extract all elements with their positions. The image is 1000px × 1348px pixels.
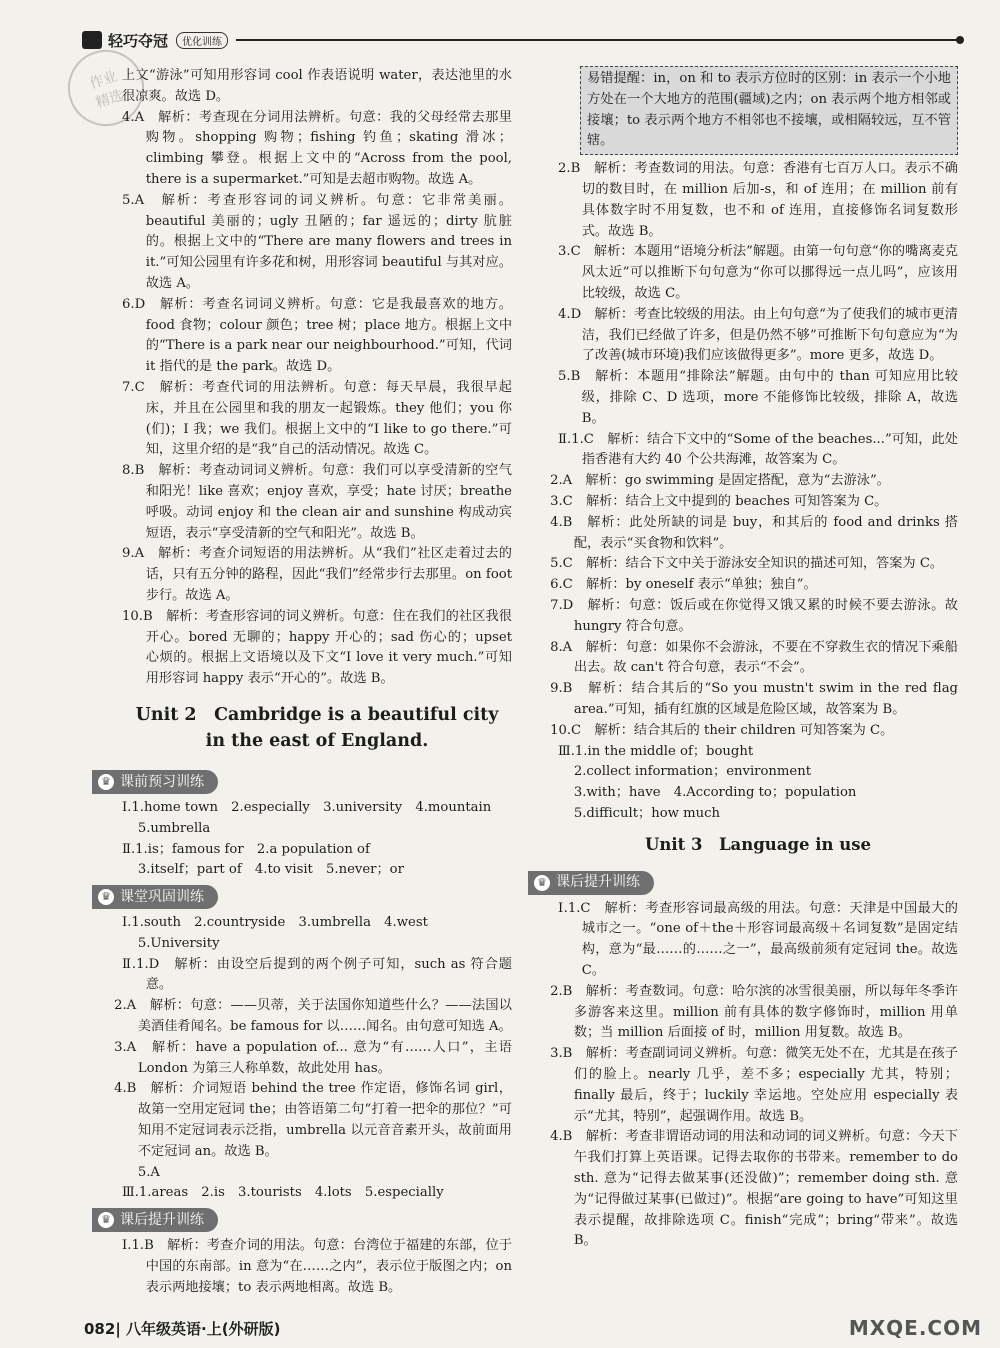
- answer-item: 4.D 解析：考查比较级的用法。由上句句意“为了使我们的城市更清洁，我们已经做了许多，但是仍然不够”可推断下句句意应为“为了改善(城市环境)我们应该做得更多”。more 更多，故选 D。: [558, 306, 958, 364]
- answer-item: Ⅱ.1.is；famous for 2.a population of: [122, 841, 370, 857]
- brand-logo-icon: [82, 31, 102, 49]
- answer-item: 3.itself；part of 4.to visit 5.never；or: [137, 862, 404, 878]
- unit-2-title-line-2: in the east of England.: [205, 730, 429, 751]
- section-banner-label: 课前预习训练: [120, 773, 204, 790]
- answer-item: Ⅰ.1.C 解析：考查形容词最高级的用法。句意：天津是中国最大的城市之一。“one of＋the＋形容词最高级＋名词复数”是固定结构，意为“最……的……之一”，最高级前须有定冠词 the。故选 C。: [558, 900, 958, 979]
- answer-item: Ⅱ.1.C 解析：结合下文中的“Some of the beaches...”可知，此处指香港有大约 40 个公共海滩，故答案为 C。: [558, 431, 958, 468]
- answer-item: Ⅰ.1.south 2.countryside 3.umbrella 4.west: [122, 915, 428, 931]
- header-rule: [236, 39, 962, 41]
- answer-item: 9.B 解析：结合其后的“So you mustn't swim in the red flag area.”可知，插有红旗的区域是危险区域，故答案为 B。: [550, 681, 958, 717]
- answer-item: Ⅰ.1.B 解析：考查介词的用法。句意：台湾位于福建的东部，位于中国的东南部。in 意为“在……之内”，表示位于版图之内；on 表示两地接壤；to 表示两地相离。故选 B。: [122, 1238, 512, 1295]
- answer-item: 8.A 解析：句意：如果你不会游泳，不要在不穿救生衣的情况下乘船出去。故 can't 符合句意，表示“不会”。: [550, 639, 958, 676]
- answer-item: 2.collect information；environment: [573, 764, 811, 780]
- answer-item: 3.with；have 4.According to；population: [573, 785, 857, 801]
- answer-item: 7.C 解析：考查代词的用法辨析。句意：每天早晨，我很早起床，并且在公园里和我的朋友一起锻炼。they 他们；you 你(们)；I 我；we 我们。根据上文中的“I like to go there.”可知，这里介绍的是“我”自己的活动情况。故选 C。: [122, 379, 512, 458]
- right-column: [537, 66, 958, 1252]
- unit-3-title: Unit 3 Language in use: [644, 834, 872, 854]
- answer-item: 4.B 解析：介词短语 behind the tree 作定语，修饰名词 girl，故第一空用定冠词 the；由答语第二句“打着一把伞的那位？”可知用不定冠词表示泛指，umbrella 以元音音素开头，故前面用不定冠词 an。故选 B。: [114, 1081, 512, 1159]
- answer-item: 3.A 解析：have a population of... 意为“有……人口”，主语 London 为第三人称单数，故此处用 has。: [114, 1039, 512, 1076]
- answer-item: Ⅰ.1.home town 2.especially 3.university 4.mountain: [122, 799, 492, 815]
- answer-item: 2.A 解析：句意：——贝蒂，关于法国你知道些什么？——法国以美酒佳肴闻名。be famous for 以……闻名。由句意可知选 A。: [114, 998, 512, 1035]
- unit-2-title: [122, 702, 512, 754]
- error-tip-box: 易错提醒：in，on 和 to 表示方位时的区别：in 表示一个小地方处在一个大地方的范围(疆域)之内；on 表示两个地方相邻或接壤；to 表示两个地方不相邻也不接壤，或相隔较远，互不管辖。: [580, 66, 958, 155]
- answer-item: 5.difficult；how much: [573, 805, 721, 821]
- page-footer: 082| 八年级英语·上(外研版): [84, 1320, 281, 1338]
- answer-item: Ⅲ.1.in the middle of；bought: [558, 743, 754, 759]
- section-banner: [528, 871, 654, 895]
- answer-item: 2.B 解析：考查数词的用法。句意：香港有七百万人口。表示不确切的数目时，在 million 后加-s，和 of 连用；在 million 前有具体数字时不用复数，也不和 of 连用，直接修饰名词复数形式。故选 B。: [558, 161, 958, 239]
- brand-tag: 优化训练: [176, 32, 228, 49]
- section-banner-label: 课堂巩固训练: [120, 888, 204, 905]
- page-header: [82, 28, 962, 52]
- answer-item: 10.B 解析：考查形容词的词义辨析。句意：住在我们的社区我很开心。bored 无聊的；happy 开心的；sad 伤心的；upset 心烦的。根据上文语境以及下文“I love it very much.”可知用形容词 happy 表示“开心的”。故选 B。: [122, 608, 512, 687]
- section-banner: [92, 770, 218, 794]
- answer-item: 10.C 解析：结合其后的 their children 可知答案为 C。: [550, 722, 894, 738]
- brand-name: 轻巧夺冠: [108, 31, 169, 50]
- stamp-watermark: 作业 精选: [58, 40, 154, 136]
- site-watermark: MXQE.COM: [848, 1316, 982, 1340]
- crown-icon: ♛: [534, 875, 550, 891]
- answer-item: 3.C 解析：本题用“语境分析法”解题。由第一句句意“你的嘴离麦克风太近”可以推断下句句意为“你可以挪得远一点儿吗”，应该用比较级，故选 C。: [558, 244, 958, 301]
- answer-item: 4.B 解析：考查非谓语动词的用法和动词的词义辨析。句意：今天下午我们打算上英语课。记得去取你的书带来。remember to do sth. 意为“记得去做某事(还没做)”；remember doing sth. 意为“记得做过某事(已做过)”。根据“are going to have”可知这里表示提醒，故排除选项 C。finish“完成”；bring“带来”。故选 B。: [550, 1129, 958, 1249]
- answer-item: 2.B 解析：考查数词。句意：哈尔滨的冰雪很美丽，所以每年冬季许多游客来这里。million 前有具体的数字修饰时，million 用单数；当 million 后面接 of 时，million 用复数。故选 B。: [550, 983, 958, 1041]
- answer-item: 2.A 解析：go swimming 是固定搭配，意为“去游泳”。: [550, 473, 890, 489]
- answer-item: 5.A: [137, 1164, 160, 1180]
- answer-item: 6.D 解析：考查名词词义辨析。句意：它是我最喜欢的地方。food 食物；colour 颜色；tree 树；place 地方。根据上文中的“There is a park near our neighbourhood.”可知，代词 it 指代的是 the park。故选 D。: [122, 296, 512, 375]
- answer-item: 4.B 解析：此处所缺的词是 buy，和其后的 food and drinks 搭配，表示“买食物和饮料”。: [550, 514, 958, 551]
- answer-item: 5.A 解析：考查形容词的词义辨析。句意：它非常美丽。beautiful 美丽的；ugly 丑陋的；far 遥远的；dirty 肮脏的。根据上文中的“There are many flowers and trees in it.”可知公园里有许多花和树，用形容词 beautiful 与其对应。故选 A。: [122, 192, 512, 291]
- answer-item: 9.A 解析：考查介词短语的用法辨析。从“我们”社区走着过去的话，只有五分钟的路程，因此“我们”经常步行去那里。on foot 步行。故选 A。: [122, 546, 512, 603]
- answer-item: 3.B 解析：考查副词词义辨析。句意：微笑无处不在，尤其是在孩子们的脸上。nearly 几乎，差不多；especially 尤其，特别；finally 最后，终于；luckily 幸运地。空处应用 especially 表示“尤其，特别”，起强调作用。故选 B。: [550, 1046, 958, 1124]
- answer-item: 5.C 解析：结合下文中关于游泳安全知识的描述可知，答案为 C。: [550, 556, 944, 572]
- crown-icon: ♛: [98, 889, 114, 905]
- unit-2-title-line-1: Unit 2 Cambridge is a beautiful city: [135, 704, 499, 725]
- answer-item: 5.University: [137, 935, 220, 951]
- answer-item: 8.B 解析：考查动词词义辨析。句意：我们可以享受清新的空气和阳光！like 喜欢；enjoy 喜欢，享受；hate 讨厌；breathe 呼吸。动词 enjoy 和 the clean air and sunshine 构成动宾短语，表示“享受清新的空气和阳光”。故选 B。: [122, 463, 512, 541]
- section-banner: [92, 885, 218, 909]
- answer-item: 4.A 解析：考查现在分词用法辨析。句意：我的父母经常去那里购物。shopping 购物；fishing 钓鱼；skating 滑冰；climbing 攀登。根据上文中的“Across from the pool, there is a supermarket.”可知是去超市购物。故选 A。: [122, 109, 512, 187]
- brand: [82, 30, 228, 51]
- answer-item: 5.B 解析：本题用“排除法”解题。由句中的 than 可知应用比较级，排除 C、D 选项，more 不能修饰比较级，排除 A，故选 B。: [558, 369, 958, 426]
- book-title: 八年级英语·上(外研版): [126, 1320, 281, 1338]
- page-number: 082: [84, 1320, 116, 1338]
- answer-item: 上文“游泳”可知用形容词 cool 作表语说明 water，表达池里的水很凉爽。故选 D。: [122, 68, 512, 104]
- answer-item: 5.umbrella: [137, 820, 211, 836]
- section-banner: [92, 1208, 218, 1232]
- crown-icon: ♛: [98, 1212, 114, 1228]
- section-banner-label: 课后提升训练: [120, 1211, 204, 1228]
- answer-item: Ⅱ.1.D 解析：由设空后提到的两个例子可知，such as 符合题意。: [122, 956, 512, 993]
- crown-icon: ♛: [98, 774, 114, 790]
- answer-item: 6.C 解析：by oneself 表示“单独；独自”。: [550, 577, 817, 593]
- section-banner-label: 课后提升训练: [556, 874, 640, 891]
- answer-item: Ⅲ.1.areas 2.is 3.tourists 4.lots 5.especially: [122, 1185, 444, 1201]
- answer-item: 3.C 解析：结合上文中提到的 beaches 可知答案为 C。: [550, 493, 888, 509]
- answer-item: 7.D 解析：句意：饭后或在你觉得又饿又累的时候不要去游泳。故 hungry 符合句意。: [550, 597, 958, 634]
